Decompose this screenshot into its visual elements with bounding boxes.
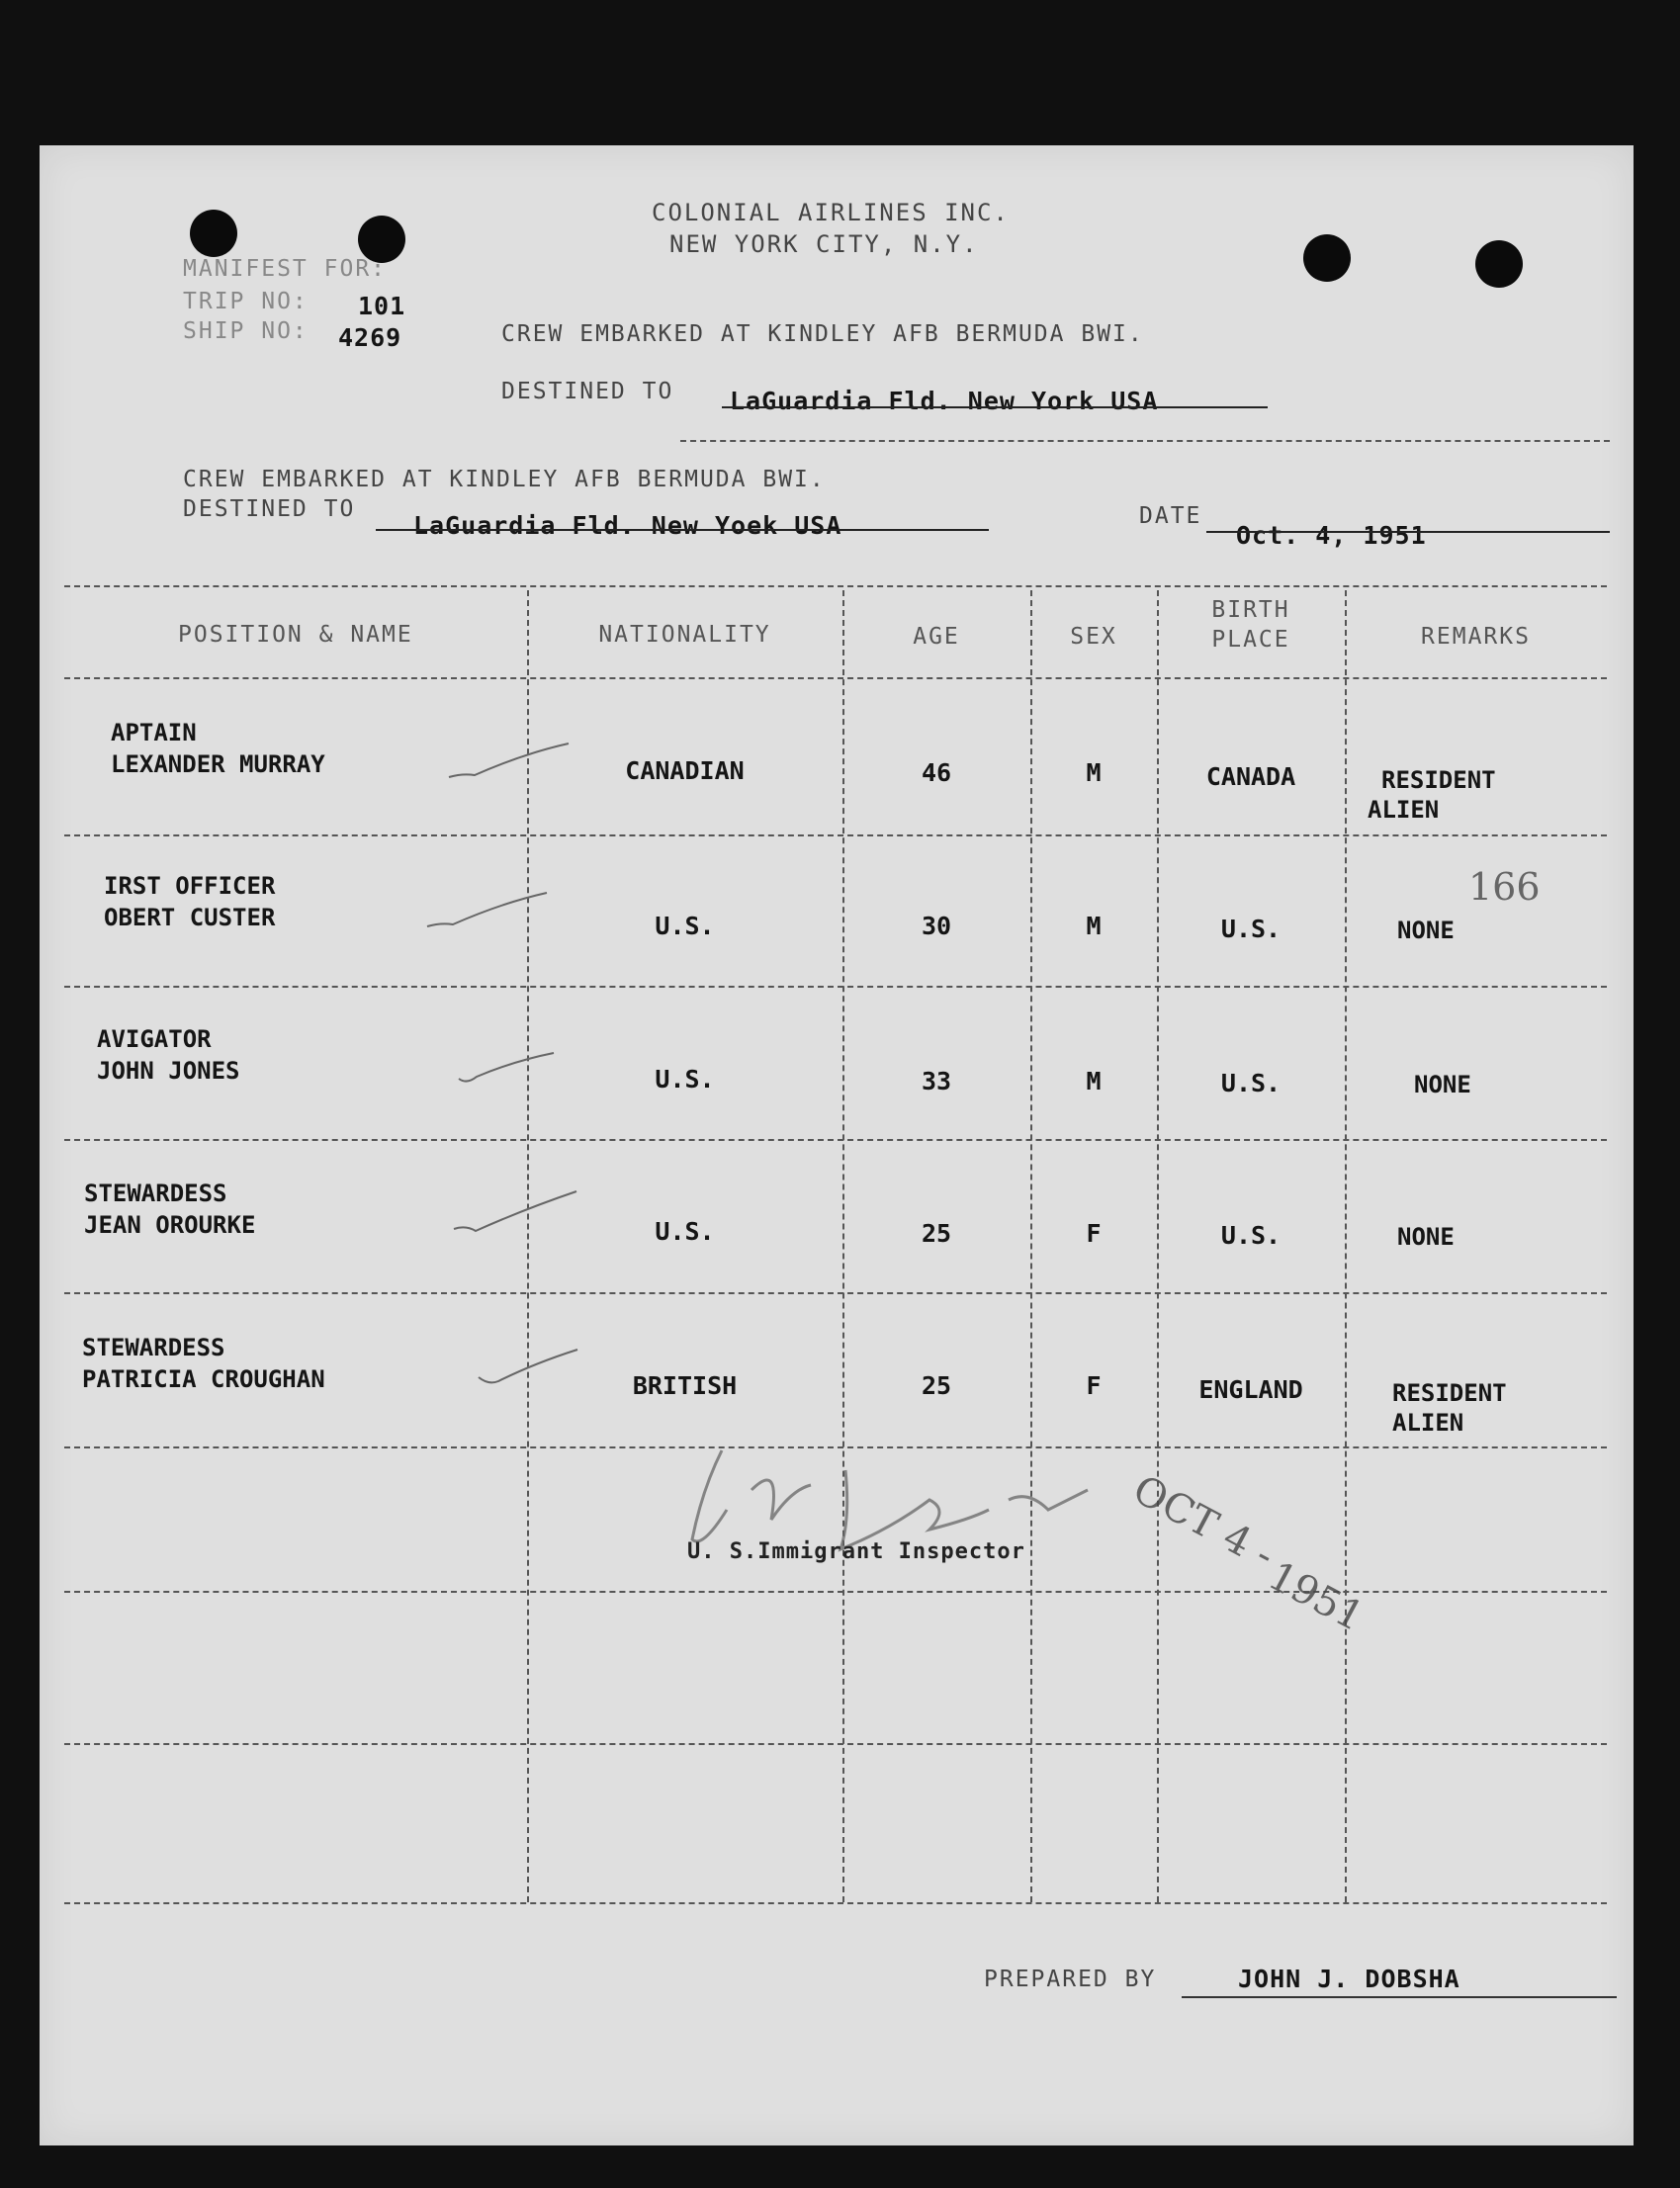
punch-hole bbox=[1303, 234, 1351, 282]
manifest-for-label: MANIFEST FOR: bbox=[183, 256, 388, 282]
airline-city: NEW YORK CITY, N.Y. bbox=[669, 230, 979, 258]
page-number: 166 bbox=[1468, 865, 1541, 909]
crew-age: 25 bbox=[921, 1371, 952, 1400]
crew-nationality: U.S. bbox=[655, 912, 715, 940]
inspection-date-stamp: OCT 4 - bbox=[1125, 1466, 1282, 1579]
header-bottom-border bbox=[64, 677, 1607, 679]
destined-1-strike bbox=[722, 406, 1268, 408]
crew-birthplace: U.S. bbox=[1220, 1221, 1282, 1250]
crew-remarks-2: ALIEN bbox=[1368, 796, 1440, 824]
crew-nationality: CANADIAN bbox=[625, 756, 745, 785]
row-divider bbox=[64, 986, 1607, 988]
crew-age: 33 bbox=[921, 1067, 952, 1095]
col-header-nationality: NATIONALITY bbox=[598, 622, 771, 648]
row-divider bbox=[64, 1292, 1607, 1294]
crew-sex: M bbox=[1086, 758, 1102, 787]
prepared-by-value: JOHN J. DOBSHA bbox=[1238, 1965, 1460, 1993]
date-label: DATE bbox=[1139, 503, 1202, 529]
crew-nationality: U.S. bbox=[655, 1065, 715, 1094]
crew-name: LEXANDER MURRAY bbox=[111, 750, 325, 778]
crew-remarks: NONE bbox=[1397, 917, 1455, 944]
crew-embarked-line-2: CREW EMBARKED AT KINDLEY AFB BERMUDA BWI. bbox=[183, 467, 826, 492]
col-header-birth: BIRTH bbox=[1211, 597, 1290, 623]
crew-remarks: NONE bbox=[1397, 1223, 1455, 1251]
col-header-position: POSITION & NAME bbox=[178, 622, 413, 648]
crew-sex: M bbox=[1086, 912, 1102, 940]
crew-position: APTAIN bbox=[111, 719, 197, 746]
crew-birthplace: CANADA bbox=[1205, 762, 1296, 791]
trip-label: TRIP NO: bbox=[183, 289, 309, 314]
col-header-place: PLACE bbox=[1211, 627, 1290, 653]
col-divider bbox=[1345, 590, 1347, 1902]
col-header-age: AGE bbox=[913, 624, 960, 650]
crew-remarks: NONE bbox=[1414, 1071, 1471, 1098]
row-divider bbox=[64, 1591, 1607, 1593]
prepared-by-underline bbox=[1182, 1996, 1617, 1998]
crew-position: STEWARDESS bbox=[82, 1334, 225, 1361]
table-top-border bbox=[64, 585, 1607, 587]
crew-position: IRST OFFICER bbox=[104, 872, 276, 900]
crew-sex: M bbox=[1086, 1067, 1102, 1095]
crew-name: JEAN OROURKE bbox=[84, 1211, 256, 1239]
crew-nationality: U.S. bbox=[655, 1217, 715, 1246]
trip-number: 101 bbox=[358, 292, 406, 320]
crew-age: 25 bbox=[921, 1219, 952, 1248]
crew-birthplace: U.S. bbox=[1220, 1069, 1282, 1097]
crew-remarks-2: ALIEN bbox=[1392, 1409, 1464, 1437]
crew-birthplace: U.S. bbox=[1220, 915, 1282, 943]
crew-nationality: BRITISH bbox=[632, 1371, 738, 1400]
col-header-sex: SEX bbox=[1070, 624, 1117, 650]
col-divider bbox=[527, 590, 529, 1902]
row-divider bbox=[64, 1139, 1607, 1141]
table-bottom-border bbox=[64, 1902, 1607, 1904]
crew-age: 30 bbox=[921, 912, 952, 940]
crew-remarks: RESIDENT bbox=[1381, 766, 1496, 794]
row-divider bbox=[64, 1743, 1607, 1745]
date-value: Oct. 4, 1951 bbox=[1236, 521, 1427, 550]
airline-name: COLONIAL AIRLINES INC. bbox=[652, 199, 1010, 226]
destined-2-strike bbox=[376, 529, 989, 531]
crew-position: STEWARDESS bbox=[84, 1180, 227, 1207]
crew-sex: F bbox=[1086, 1219, 1102, 1248]
crew-age: 46 bbox=[921, 758, 952, 787]
row-divider bbox=[64, 834, 1607, 836]
destined-value-2: LaGuardia Fld. New Yoek USA bbox=[413, 511, 842, 540]
crew-name: JOHN JONES bbox=[97, 1057, 240, 1085]
inspector-title: U. S.Immigrant Inspector bbox=[687, 1539, 1025, 1564]
destined-value-1: LaGuardia Fld. New York USA bbox=[730, 387, 1159, 415]
crew-birthplace: ENGLAND bbox=[1198, 1375, 1303, 1404]
ship-number: 4269 bbox=[338, 323, 402, 352]
crew-remarks: RESIDENT bbox=[1392, 1379, 1507, 1407]
crew-name: PATRICIA CROUGHAN bbox=[82, 1365, 325, 1393]
destined-label-2: DESTINED TO bbox=[183, 496, 356, 522]
crew-position: AVIGATOR bbox=[97, 1025, 212, 1053]
manifest-sheet bbox=[40, 145, 1634, 2145]
prepared-by-label: PREPARED BY bbox=[984, 1967, 1157, 1992]
header-separator bbox=[680, 440, 1610, 442]
punch-hole bbox=[1475, 240, 1523, 288]
destined-label-1: DESTINED TO bbox=[501, 379, 674, 404]
crew-embarked-line-1: CREW EMBARKED AT KINDLEY AFB BERMUDA BWI. bbox=[501, 321, 1144, 347]
punch-hole bbox=[190, 210, 237, 257]
date-strike bbox=[1206, 531, 1610, 533]
inspection-year-stamp: 1951 bbox=[1261, 1552, 1371, 1641]
crew-name: OBERT CUSTER bbox=[104, 904, 276, 931]
col-header-remarks: REMARKS bbox=[1421, 624, 1531, 650]
ship-label: SHIP NO: bbox=[183, 318, 309, 344]
crew-sex: F bbox=[1086, 1371, 1102, 1400]
